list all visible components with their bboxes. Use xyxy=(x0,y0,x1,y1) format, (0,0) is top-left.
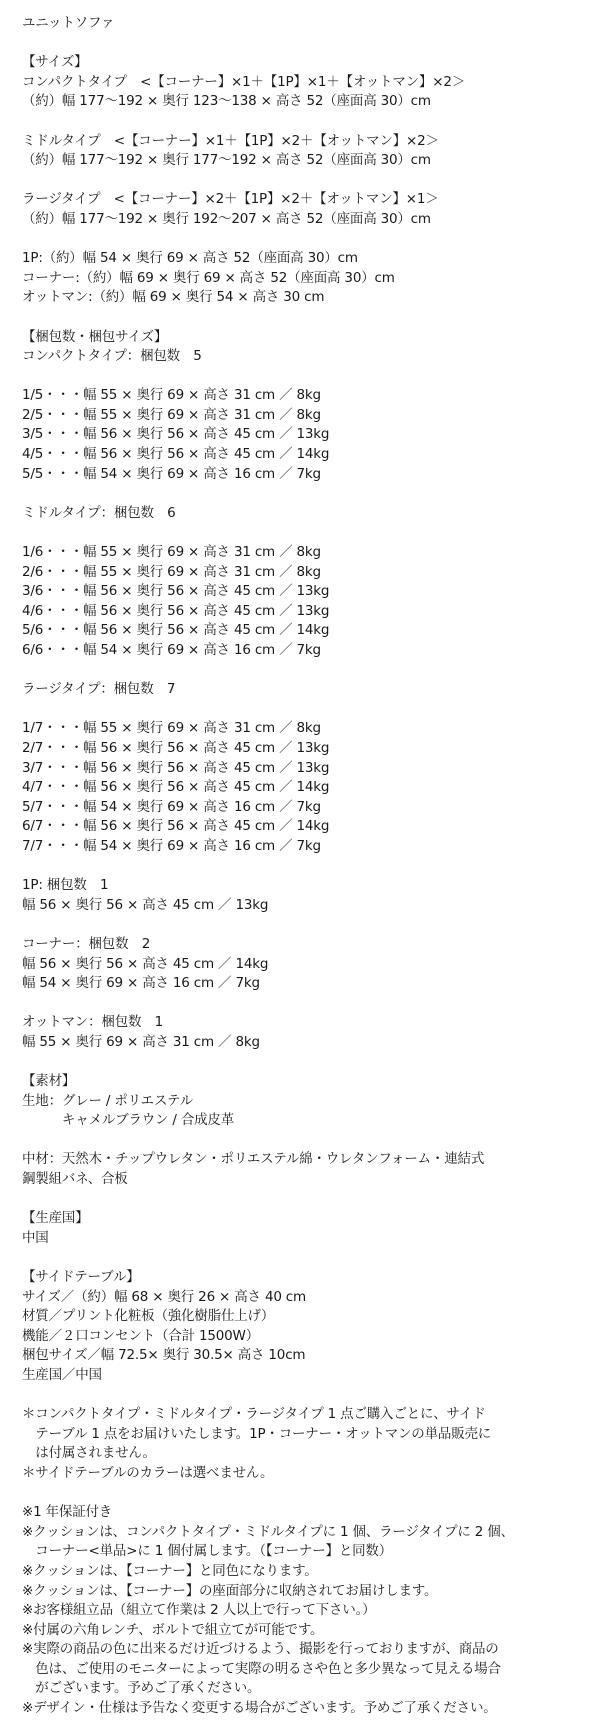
notice-line: ※クッションは、【コーナー】の座面部分に収納されてお届けします。 xyxy=(22,1582,438,1599)
package-row: 5/6・・・幅 56 × 奥行 56 × 高さ 45 cm ／ 14kg xyxy=(22,622,330,639)
spacer xyxy=(22,661,592,681)
spacer xyxy=(22,1386,592,1406)
note-line: ＊コンパクトタイプ・ミドルタイプ・ラージタイプ 1 点ご購入ごとに、サイド xyxy=(22,1406,486,1423)
side-table-line: 材質／プリント化粧板（強化樹脂仕上げ） xyxy=(22,1308,275,1325)
notice-line: ※デザイン・仕様は予告なく変更する場合がございます。予めご了承ください。 xyxy=(22,1700,497,1717)
large-type-line: ラージタイプ <【コーナー】×2＋【1P】×2＋【オットマン】×1＞ xyxy=(22,191,439,208)
package-row: 6/6・・・幅 54 × 奥行 69 × 高さ 16 cm ／ 7kg xyxy=(22,642,321,658)
spacer xyxy=(22,1190,592,1210)
spacer xyxy=(22,171,592,191)
package-row: 3/6・・・幅 56 × 奥行 56 × 高さ 45 cm ／ 13kg xyxy=(22,583,330,600)
material-filling-line: 鋼製組バネ、合板 xyxy=(22,1171,128,1188)
origin-heading: 【生産国】 xyxy=(22,1210,89,1227)
spacer xyxy=(22,112,592,132)
package-row: 2/6・・・幅 55 × 奥行 69 × 高さ 31 cm ／ 8kg xyxy=(22,563,321,580)
spacer xyxy=(22,1052,592,1072)
spacer xyxy=(22,367,592,387)
unit-1p-size: 1P:（約）幅 54 × 奥行 69 × 高さ 52（座面高 30）cm xyxy=(22,250,358,267)
material-fabric-line: キャメルブラウン / 合成皮革 xyxy=(22,1112,235,1129)
package-row: 6/7・・・幅 56 × 奥行 56 × 高さ 45 cm ／ 14kg xyxy=(22,818,330,835)
spacer xyxy=(22,308,592,328)
package-row: 1/7・・・幅 55 × 奥行 69 × 高さ 31 cm ／ 8kg xyxy=(22,720,321,737)
side-table-line: 生産国／中国 xyxy=(22,1366,102,1383)
note-line: は付属されません。 xyxy=(22,1445,156,1462)
spacer xyxy=(22,1131,592,1151)
spacer xyxy=(22,230,592,250)
large-packages-heading: ラージタイプ：梱包数 7 xyxy=(22,681,176,698)
unit-corner-size: コーナー:（約）幅 69 × 奥行 69 × 高さ 52（座面高 30）cm xyxy=(22,269,395,286)
material-fabric-line: 生地：グレー / ポリエステル xyxy=(22,1092,193,1109)
compact-dims-line: （約）幅 177〜192 × 奥行 123〜138 × 高さ 52（座面高 30）cm xyxy=(22,93,431,110)
side-table-line: サイズ／（約）幅 68 × 奥行 26 × 高さ 40 cm xyxy=(22,1288,306,1305)
notice-line: ※実際の商品の色に出来るだけ近づけるよう、撮影を行っておりますが、商品の xyxy=(22,1641,499,1658)
side-table-heading: 【サイドテーブル】 xyxy=(22,1269,140,1285)
spacer xyxy=(22,523,592,543)
package-row: 1/6・・・幅 55 × 奥行 69 × 高さ 31 cm ／ 8kg xyxy=(22,544,321,561)
package-row: 5/5・・・幅 54 × 奥行 69 × 高さ 16 cm ／ 7kg xyxy=(22,465,321,482)
package-row: 幅 56 × 奥行 56 × 高さ 45 cm ／ 13kg xyxy=(22,896,269,913)
spacer xyxy=(22,994,592,1014)
spacer xyxy=(22,915,592,935)
spacer xyxy=(22,700,592,720)
spacer xyxy=(22,484,592,504)
large-dims-line: （約）幅 177〜192 × 奥行 192〜207 × 高さ 52（座面高 30）cm xyxy=(22,210,431,227)
material-heading: 【素材】 xyxy=(22,1073,76,1090)
package-row: 4/6・・・幅 56 × 奥行 56 × 高さ 45 cm ／ 13kg xyxy=(22,602,330,619)
material-filling-line: 中材：天然木・チップウレタン・ポリエステル綿・ウレタンフォーム・連結式 xyxy=(22,1151,485,1168)
package-row: 4/5・・・幅 56 × 奥行 56 × 高さ 45 cm ／ 14kg xyxy=(22,446,330,463)
unit-corner-packages-heading: コーナー：梱包数 2 xyxy=(22,935,151,952)
size-heading: 【サイズ】 xyxy=(22,54,88,71)
unit-ottoman-size: オットマン:（約）幅 69 × 奥行 54 × 高さ 30 cm xyxy=(22,289,325,306)
unit-ottoman-packages-heading: オットマン：梱包数 1 xyxy=(22,1014,163,1031)
package-row: 幅 54 × 奥行 69 × 高さ 16 cm ／ 7kg xyxy=(22,975,260,992)
notice-line: ※1 年保証付き xyxy=(22,1504,113,1521)
spacer xyxy=(22,857,592,877)
note-line: テーブル 1 点をお届けいたします。1P・コーナー・オットマンの単品販売に xyxy=(22,1425,492,1442)
compact-type-line: コンパクトタイプ <【コーナー】×1＋【1P】×1＋【オットマン】×2＞ xyxy=(22,73,466,90)
spacer xyxy=(22,1484,592,1504)
note-line: ＊サイドテーブルのカラーは選べません。 xyxy=(22,1464,274,1481)
package-row: 3/7・・・幅 56 × 奥行 56 × 高さ 45 cm ／ 13kg xyxy=(22,759,330,776)
notice-line: ※クッションは、コンパクトタイプ・ミドルタイプに 1 個、ラージタイプに 2 個、 xyxy=(22,1523,514,1540)
package-row: 1/5・・・幅 55 × 奥行 69 × 高さ 31 cm ／ 8kg xyxy=(22,387,321,404)
middle-dims-line: （約）幅 177〜192 × 奥行 177〜192 × 高さ 52（座面高 30）cm xyxy=(22,152,431,169)
middle-type-line: ミドルタイプ <【コーナー】×1＋【1P】×2＋【オットマン】×2＞ xyxy=(22,132,439,149)
package-row: 7/7・・・幅 54 × 奥行 69 × 高さ 16 cm ／ 7kg xyxy=(22,837,321,854)
packages-heading: 【梱包数・梱包サイズ】 xyxy=(22,328,168,345)
package-row: 3/5・・・幅 56 × 奥行 56 × 高さ 45 cm ／ 13kg xyxy=(22,426,330,443)
product-title: ユニットソファ xyxy=(22,15,115,31)
package-row: 4/7・・・幅 56 × 奥行 56 × 高さ 45 cm ／ 14kg xyxy=(22,779,330,796)
side-table-line: 機能／２口コンセント（合計 1500W） xyxy=(22,1327,259,1344)
origin-value: 中国 xyxy=(22,1229,49,1246)
package-row: 幅 56 × 奥行 56 × 高さ 45 cm ／ 14kg xyxy=(22,955,269,972)
unit-1p-packages-heading: 1P: 梱包数 1 xyxy=(22,877,109,894)
spacer xyxy=(22,1248,592,1268)
package-row: 5/7・・・幅 54 × 奥行 69 × 高さ 16 cm ／ 7kg xyxy=(22,798,321,815)
middle-packages-heading: ミドルタイプ：梱包数 6 xyxy=(22,504,176,521)
package-row: 2/5・・・幅 55 × 奥行 69 × 高さ 31 cm ／ 8kg xyxy=(22,406,321,423)
package-row: 幅 55 × 奥行 69 × 高さ 31 cm ／ 8kg xyxy=(22,1033,260,1050)
notice-line: ※お客様組立品（組立て作業は 2 人以上で行って下さい。） xyxy=(22,1602,376,1619)
notice-line: がございます。予めご了承ください。 xyxy=(22,1680,261,1697)
package-row: 2/7・・・幅 56 × 奥行 56 × 高さ 45 cm ／ 13kg xyxy=(22,739,330,756)
notice-line: コーナー<単品>に 1 個付属します。（【コーナー】と同数） xyxy=(22,1543,393,1560)
side-table-line: 梱包サイズ／幅 72.5× 奥行 30.5× 高さ 10cm xyxy=(22,1347,306,1364)
compact-packages-heading: コンパクトタイプ：梱包数 5 xyxy=(22,348,202,365)
notice-line: ※クッションは、【コーナー】と同色になります。 xyxy=(22,1562,318,1579)
notice-line: 色は、ご使用のモニターによって実際の明るさや色と多少異なって見える場合 xyxy=(22,1660,501,1677)
notice-line: ※付属の六角レンチ、ボルトで組立てが可能です。 xyxy=(22,1621,324,1638)
spacer xyxy=(22,34,592,54)
